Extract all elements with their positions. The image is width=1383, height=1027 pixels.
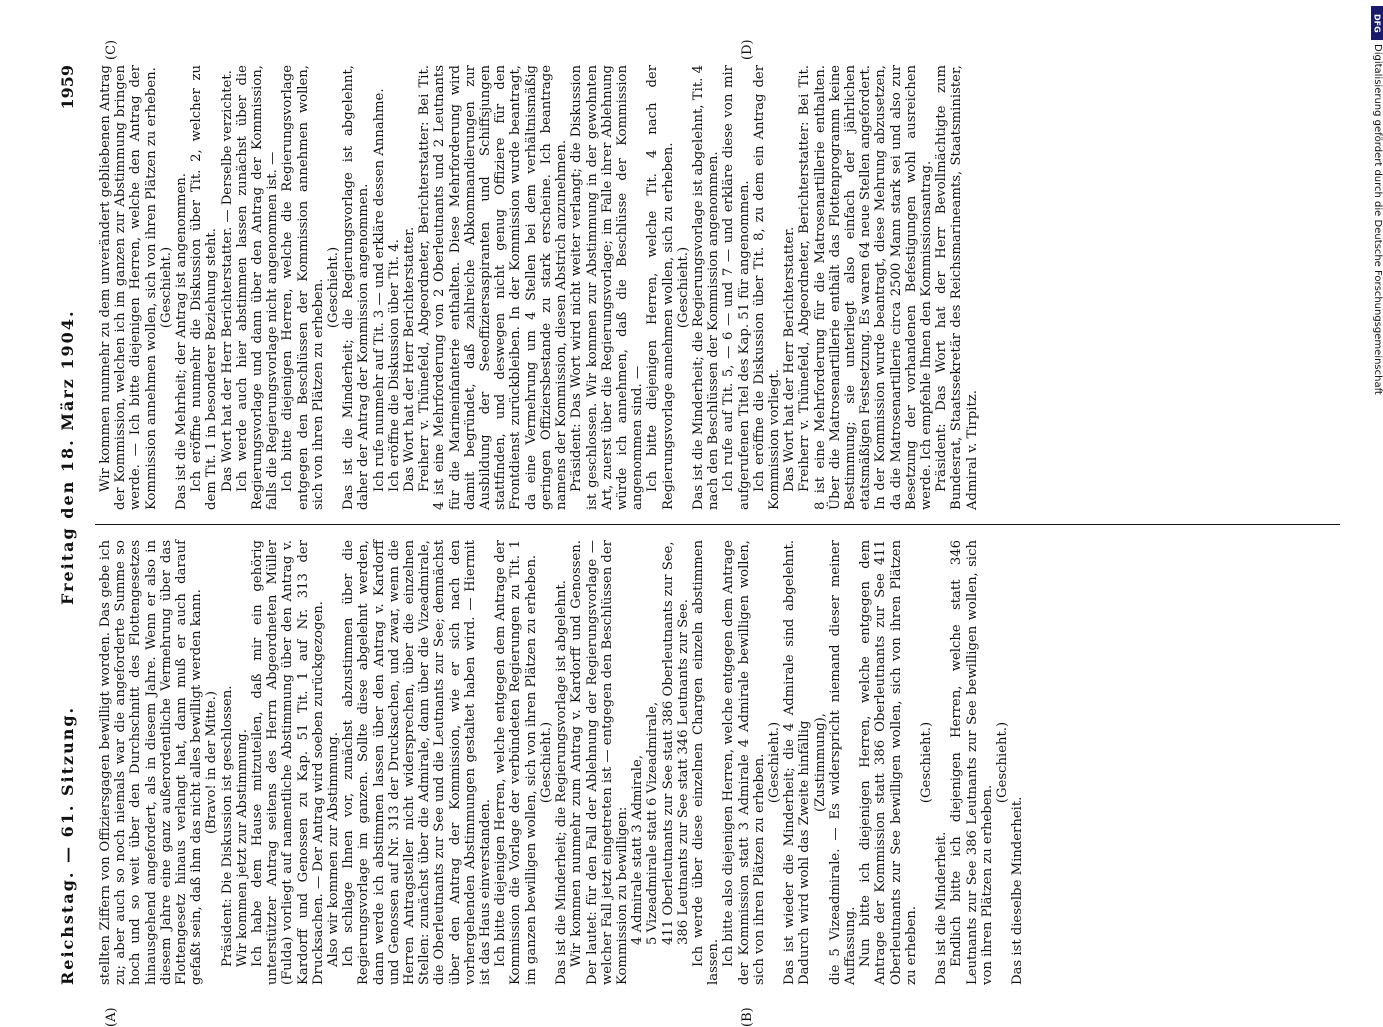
paragraph: Das ist die Mehrheit; der Antrag ist angenommen. xyxy=(174,173,190,510)
paragraph: Wir kommen jetzt zur Abstimmung. xyxy=(234,729,250,967)
paragraph: Das Wort hat der Herr Berichterstatter. — Derselbe verzichtet. xyxy=(219,70,235,492)
paragraph: Freiherr v. Thünefeld, Abgeordneter, Berichterstatter: Bei Tit. 8 ist eine Mehrforderung für die Matrosenartillerie enthalten. Über die Matrosenartillerie enthält das Flottenprogramm keine Bestimmung; sie unterliegt also einfach der jährlichen etatsmäßigen Festsetzung. Es waren 64 neue Stellen angefordert. In der Kommission wurde beantragt, diese Mehrung abzusetzen, da die Matrosenartillerie circa 2500 Mann stark sei und also zur Besetzung der vorhandenen Befestigungen wohl ausreichen werde. Ich empfehle Ihnen den Kommissionsantrag. xyxy=(797,65,934,510)
paragraph: (Geschieht.) xyxy=(766,721,782,804)
paragraph: Ich werde auch hier abstimmen lassen zunächst über die Regierungsvorlage und dann über den Antrag der Kommission, falls die Regierungsvorlage nicht angenommen ist. — xyxy=(234,65,281,510)
paragraph: Also wir kommen zur Abstimmung. xyxy=(326,732,342,967)
paragraph: Präsident: Das Wort hat der Herr Bevollmächtigte zum Bundesrat, Staatssekretär des Reichsmarineamts, Staatsminister, Admiral v. Tirpitz. xyxy=(934,65,980,510)
paragraph: 4 Admirale statt 3 Admirale, xyxy=(630,754,646,945)
paragraph: Ich werde über diese einzelnen Chargen einzeln abstimmen lassen. xyxy=(690,540,722,985)
paragraph: Präsident: Die Diskussion ist geschlossen. xyxy=(219,685,235,967)
right-column xyxy=(98,65,980,510)
column-divider xyxy=(95,524,1340,525)
paragraph: Das Wort hat der Herr Berichterstatter. xyxy=(782,226,798,492)
paragraph: Ich bitte diejenigen Herren, welche entgegen dem Antrage der Kommission die Vorlage der verbündeten Regierungen zu Tit. 1 im ganzen bewilligen wollen, sich von ihren Plätzen zu erheben. xyxy=(493,540,539,985)
paragraph: Endlich bitte ich diejenigen Herren, welche statt 346 Leutnants zur See 386 Leutnants zur See bewilligen wollen, sich von ihren Plätzen zu erheben. xyxy=(949,540,995,985)
margin-marker-d: (D) xyxy=(740,39,755,60)
paragraph: die 5 Vizeadmirale. — Es widerspricht niemand dieser meiner Auffassung. xyxy=(827,540,858,985)
paragraph: Ich bitte diejenigen Herren, welche Tit. 4 nach der Regierungsvorlage annehmen wollen, sich zu erheben. xyxy=(645,65,676,510)
paragraph: 411 Oberleutnants zur See statt 386 Oberleutnants zur See, xyxy=(660,541,676,945)
header-date: Freitag den 18. März 1904. xyxy=(58,309,77,605)
paragraph: Ich bitte also diejenigen Herren, welche entgegen dem Antrage der Kommission statt 3 Admirale 4 Admirale bewilligen wollen, sich von ihren Plätzen zu erheben. xyxy=(721,540,767,985)
paragraph: stellten Ziffern von Offiziersgagen bewilligt worden. Das gebe ich zu; aber auch so noch niemals war die angeforderte Summe so hoch und so weit über den Durchschnitt des Flottengesetzes hinausgehend angefordert, als in diesem Jahre. Wenn er also in diesem Jahre eine ganz außerordentliche Vermehrung über das Flottengesetz hinaus verlangt hat, dann muß er auch darauf gefaßt sein, daß ihm das nicht alles bewilligt werden kann. xyxy=(98,540,205,985)
paragraph: (Geschieht.) xyxy=(158,246,174,329)
paragraph: Ich rufe auf Tit. 5, — 6 — und 7 — und erkläre diese von mir aufgerufenen Titel des Kap. 51 für angenommen. xyxy=(721,65,752,510)
paragraph: Das Wort hat der Herr Berichterstatter. xyxy=(402,226,418,492)
paragraph: Wir kommen nunmehr zum Antrag v. Kardorff und Genossen. Der lautet: für den Fall der Ablehnung der Regierungsvorlage — welcher Fall jetzt eingetreten ist — entgegen den Beschlüssen der Kommission zu bewilligen: xyxy=(569,540,630,985)
paragraph: Präsident: Das Wort wird nicht weiter verlangt; die Diskussion ist geschlossen. Wir kommen zur Abstimmung in der gewohnten Art, zuerst über die Regierungsvorlage; im Falle ihrer Ablehnung würde ich annehmen, daß die Beschlüsse der Kommission angenommen sind. — xyxy=(569,65,646,510)
paragraph: Ich eröffne die Diskussion über Tit. 4. xyxy=(386,239,402,492)
paragraph: Ich bitte diejenigen Herren, welche die Regierungsvorlage entgegen den Beschlüssen der Kommission annehmen wollen, sich von ihren Plätzen zu erheben. xyxy=(280,65,326,510)
page-header xyxy=(50,65,90,985)
paragraph: Wir kommen nunmehr zu dem unverändert gebliebenen Antrag der Kommission, welchen ich im ganzen zur Abstimmung bringen werde. — Ich bitte diejenigen Herren, welche den Antrag der Kommission annehmen wollen, sich von ihren Plätzen zu erheben. xyxy=(98,65,159,510)
paragraph: (Geschieht.) xyxy=(538,721,554,804)
page-number: 1959 xyxy=(58,65,77,110)
paragraph: Ich schlage Ihnen vor, zunächst abzustimmen über die Regierungsvorlage im ganzen. Sollte diese abgelehnt werden, dann werde ich abstimmen lassen über den Antrag v. Kardorff und Genossen auf Nr. 313 der Drucksachen, und zwar, wenn die Herren Antragsteller nicht widersprechen, über die einzelnen Stellen: zunächst über die Admirale, dann über die Vizeadmirale, die Oberleutnants zur See und die Leutnants zur See; demnächst über den Antrag der Kommission, wie er sich nach den vorhergehenden Abstimmungen gestaltet haben wird. — Hiermit ist das Haus einverstanden. xyxy=(341,540,494,985)
paragraph: Das ist dieselbe Minderheit. xyxy=(1010,796,1026,985)
paragraph: (Geschieht.) xyxy=(918,721,934,804)
header-session: Reichstag. — 61. Sitzung. xyxy=(58,705,77,985)
margin-marker-a: (A) xyxy=(104,1007,119,1027)
paragraph: (Bravo! in der Mitte.) xyxy=(204,691,220,834)
paragraph: 386 Leutnants zur See statt 346 Leutnants zur See. xyxy=(675,599,691,945)
margin-marker-c: (C) xyxy=(104,39,119,60)
left-column xyxy=(98,540,1025,985)
paragraph: Ich eröffne die Diskussion über Tit. 8, zu dem ein Antrag der Kommission vorliegt. xyxy=(751,65,782,510)
paragraph: Freiherr v. Thünefeld, Abgeordneter, Berichterstatter: Bei Tit. 4 ist eine Mehrforderung von 2 Oberleutnants und 2 Leutnants für die Marineinfanterie enthalten. Diese Mehrforderung wird damit begründet, daß zahlreiche Abkommandierungen zur Ausbildung der Seeoffiziersaspiranten und Schiffsjungen stattfinden, und deswegen nicht genug Offiziere für den Frontdienst zurückbleiben. In der Kommission wurde beantragt, da eine Vermehrung um 4 Stellen bei dem verhältnismäßig geringen Offiziersbestande zu stark erscheine. Ich beantrage namens der Kommission, diesen Abstrich anzunehmen. xyxy=(417,65,570,510)
paragraph: 5 Vizeadmirale statt 6 Vizeadmirale, xyxy=(645,701,661,945)
paragraph: Das ist die Minderheit; die Regierungsvorlage ist abgelehnt, Tit. 4 nach den Beschlüssen der Kommission angenommen. xyxy=(690,65,722,510)
paragraph: Ich rufe nunmehr auf Tit. 3 — und erkläre dessen Annahme. xyxy=(371,88,387,492)
dfg-logo-text: DFG xyxy=(1372,13,1382,33)
paragraph: Das ist die Minderheit; die Regierungsvorlage ist abgelehnt. xyxy=(554,580,570,985)
paragraph: Ich habe dem Hause mitzuteilen, daß mir ein gehörig unterstützter Antrag seitens des Herrn Abgeordneten Müller (Fulda) vorliegt auf namentliche Abstimmung über den Antrag v. Kardorff und Genossen zu Kap. 51 Tit. 1 auf Nr. 313 der Drucksachen. — Der Antrag wird soeben zurückgezogen. xyxy=(250,540,326,985)
paragraph: Ich eröffne nunmehr die Diskussion über Tit. 2, welcher zu dem Tit. 1 in besonderer Beziehung steht. xyxy=(189,65,220,510)
dfg-logo xyxy=(1371,6,1383,40)
document-page xyxy=(50,39,1350,1027)
paragraph: (Zustimmung), xyxy=(812,713,828,812)
paragraph: Nun bitte ich diejenigen Herren, welche entgegen dem Antrage der Kommission statt 386 Oberleutnants zur See 411 Oberleutnants zur See bewilligen wollen, sich von ihren Plätzen zu erheben. xyxy=(858,540,919,985)
paragraph: Das ist die Minderheit. xyxy=(934,831,950,985)
paragraph: (Geschieht.) xyxy=(326,246,342,329)
margin-marker-b: (B) xyxy=(740,1007,755,1027)
paragraph: Das ist die Minderheit; die Regierungsvorlage ist abgelehnt, daher der Antrag der Kommission angenommen. xyxy=(341,65,372,510)
paragraph: (Geschieht.) xyxy=(994,721,1010,804)
digitization-credit: Digitalisierung gefördert durch die Deutsche Forschungsgemeinschaft xyxy=(1372,44,1383,395)
paragraph: (Geschieht.) xyxy=(675,246,691,329)
paragraph: Das ist wieder die Minderheit; die 4 Admirale sind abgelehnt. Dadurch wird wohl das Zweite hinfällig xyxy=(782,540,813,985)
